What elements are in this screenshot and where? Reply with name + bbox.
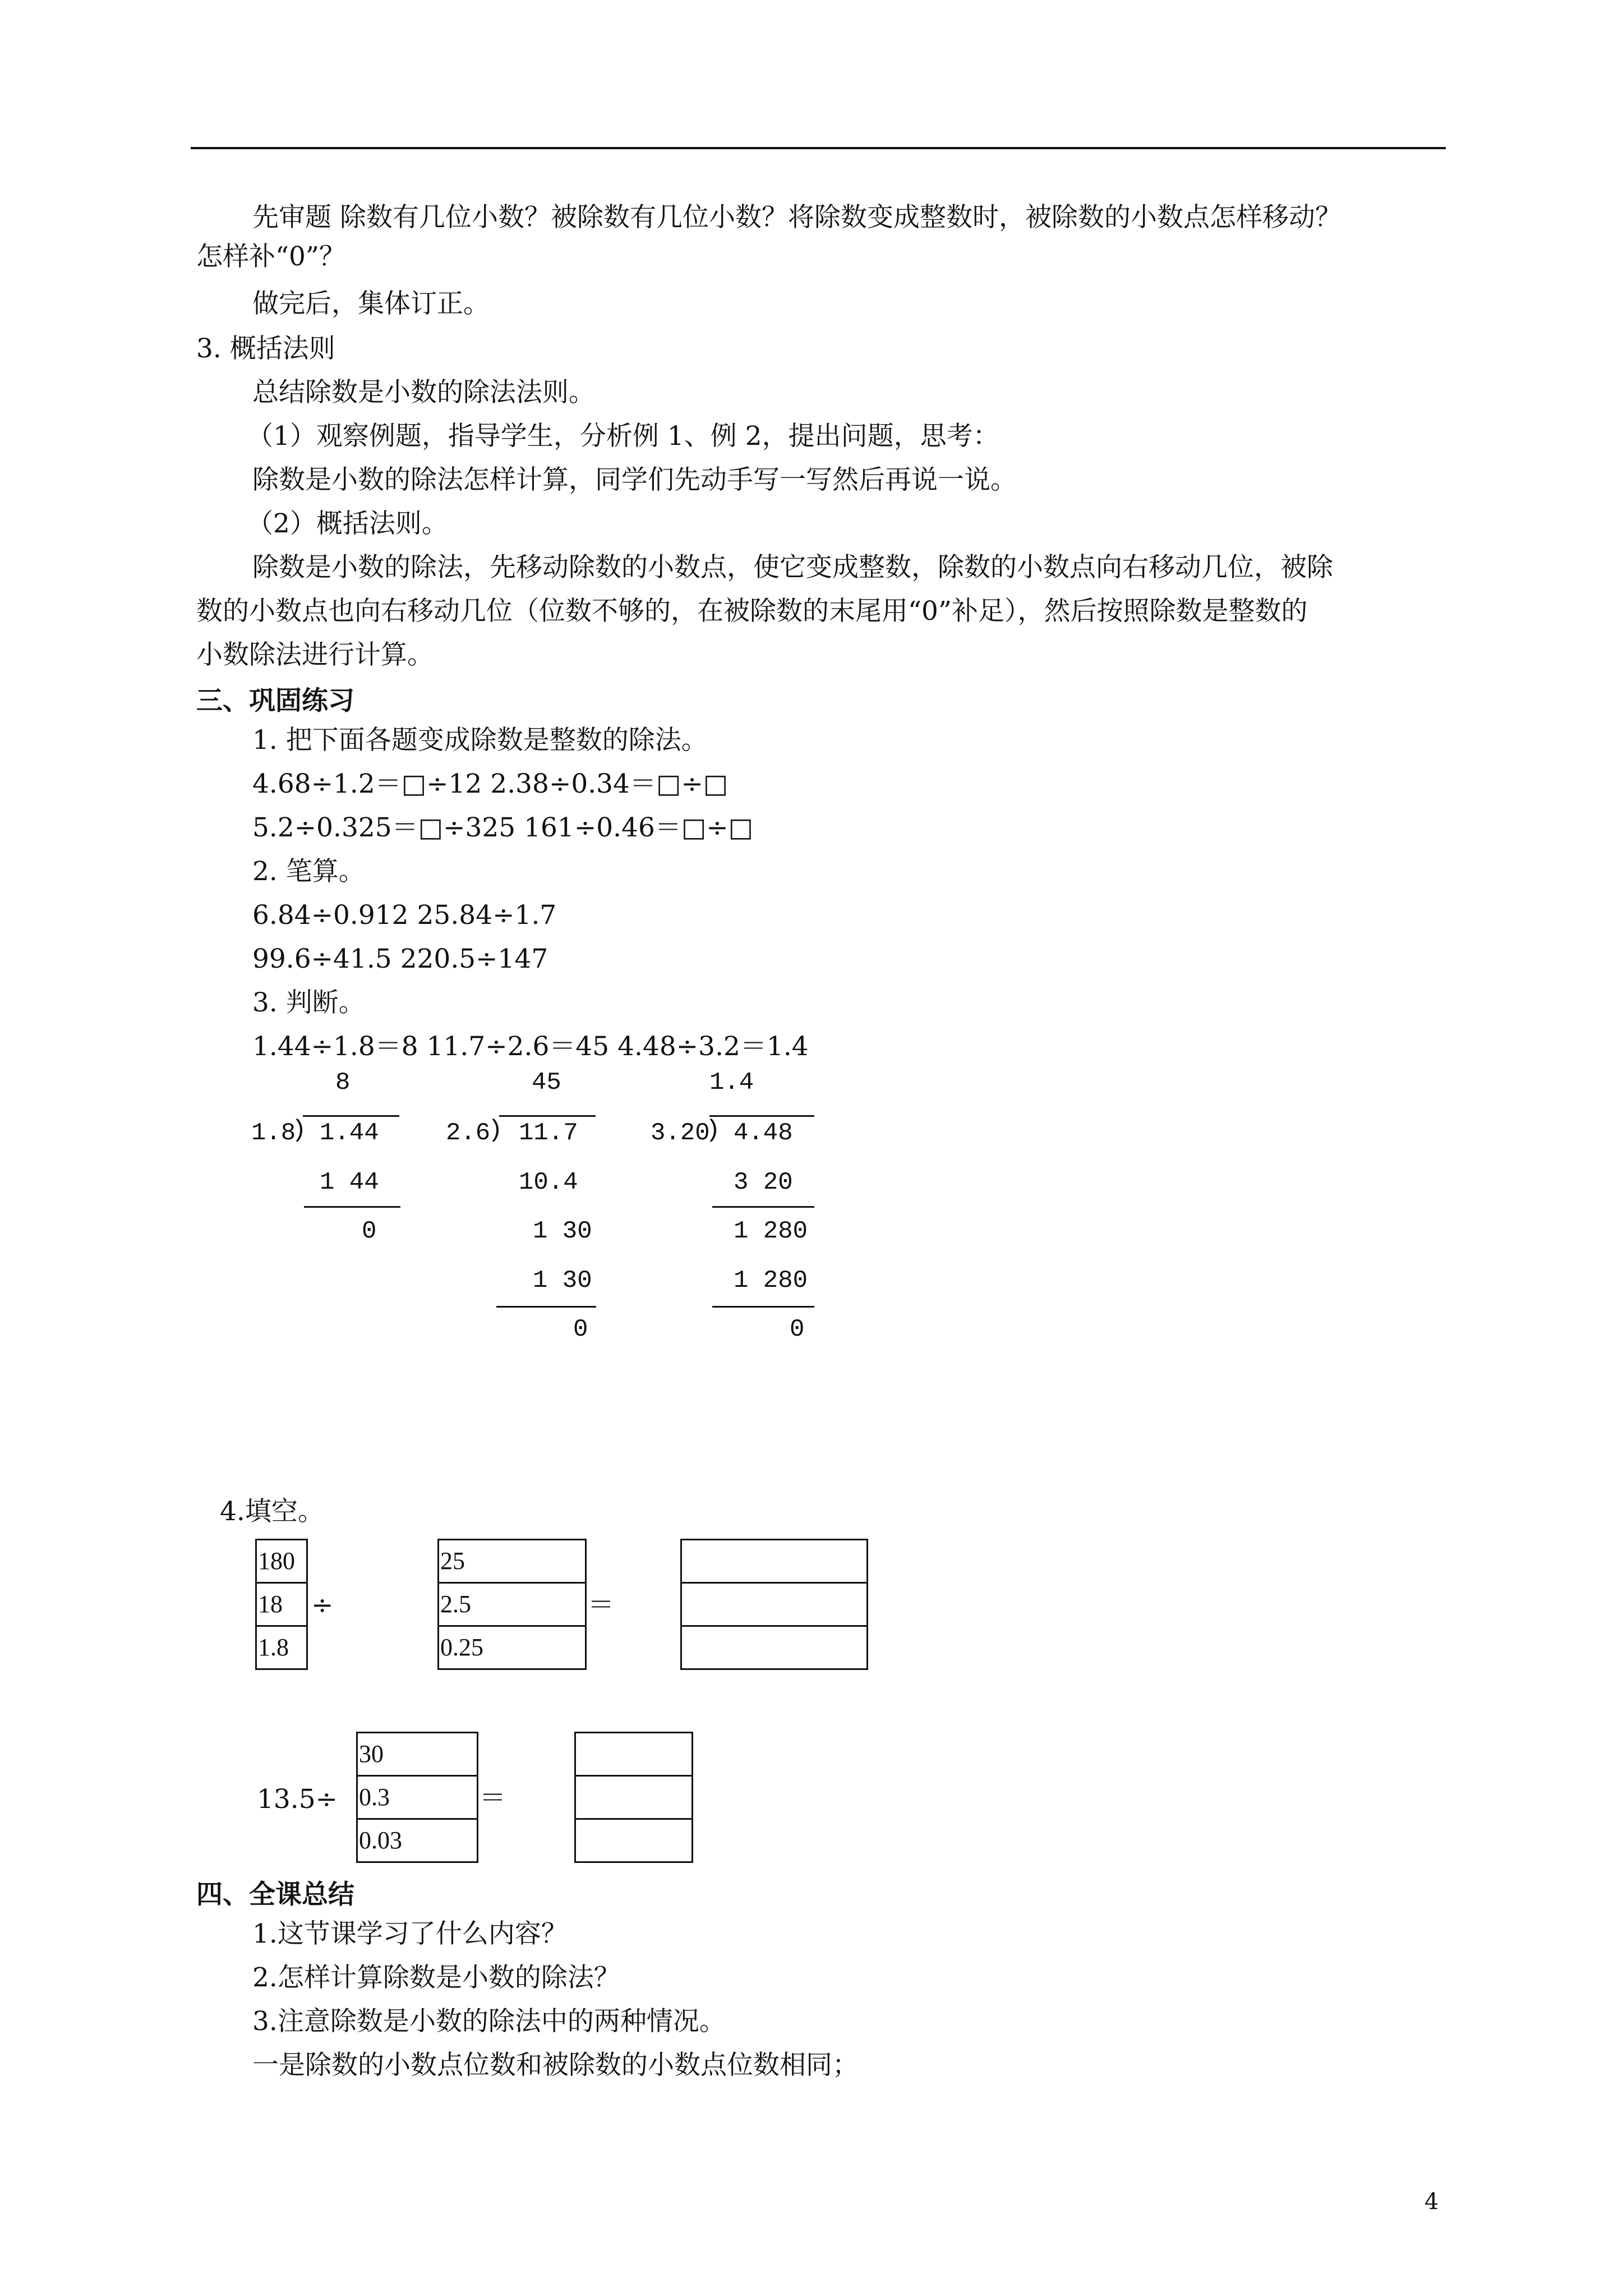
paragraph-rule-line2: 数的小数点也向右移动几位（位数不够的，在被除数的末尾用“0”补足），然后按照除数是整数的 xyxy=(196,596,1308,627)
paragraph-generalize: （2）概括法则。 xyxy=(247,508,448,539)
division-bracket: ) xyxy=(706,1116,721,1144)
question-3: 3. 判断。 xyxy=(252,987,365,1018)
divide-sign: ÷ xyxy=(311,1590,334,1621)
step: 0 xyxy=(790,1315,805,1343)
vinculum xyxy=(499,1115,596,1117)
dividend: 1.44 xyxy=(320,1119,379,1147)
divisor-cell: 2.5 xyxy=(437,1582,587,1627)
paragraph-rule-line3: 小数除法进行计算。 xyxy=(196,639,434,670)
question-1-line-2: 5.2÷0.325＝□÷325 161÷0.46＝□÷□ xyxy=(252,812,754,843)
header-rule xyxy=(191,147,1446,149)
divisor-cell: 0.25 xyxy=(437,1625,587,1670)
subtraction-line xyxy=(712,1206,814,1208)
division-bracket: ) xyxy=(488,1116,503,1144)
equals-sign: ＝ xyxy=(479,1783,506,1814)
step: 1 30 xyxy=(533,1267,592,1295)
section-heading-summary: 四、全课总结 xyxy=(196,1879,354,1910)
divisor: 1.8 xyxy=(251,1119,296,1147)
divisor: 2.6 xyxy=(446,1119,491,1147)
dividend-cell: 18 xyxy=(255,1582,308,1627)
question-3-line: 1.44÷1.8＝8 11.7÷2.6＝45 4.48÷3.2＝1.4 xyxy=(252,1031,809,1062)
step: 1 280 xyxy=(734,1217,808,1245)
subtraction-line xyxy=(712,1306,814,1308)
quotient: 45 xyxy=(532,1069,561,1097)
paragraph-compute: 除数是小数的除法怎样计算，同学们先动手写一写然后再说一说。 xyxy=(252,464,1017,495)
division-bracket: ) xyxy=(292,1116,307,1144)
answer-blank[interactable] xyxy=(680,1582,868,1627)
step: 10.4 xyxy=(519,1168,578,1197)
summary-item-1: 1.这节课学习了什么内容？ xyxy=(252,1918,568,1949)
step: 3 20 xyxy=(734,1168,793,1197)
divisor-cell: 30 xyxy=(356,1732,478,1777)
summary-item-4: 一是除数的小数点位数和被除数的小数点位数相同； xyxy=(252,2050,859,2081)
quotient: 8 xyxy=(335,1069,351,1097)
paragraph-correction: 做完后，集体订正。 xyxy=(252,288,490,319)
paragraph-review: 先审题 除数有几位小数？被除数有几位小数？将除数变成整数时，被除数的小数点怎样移动？ xyxy=(252,202,1341,233)
answer-blank[interactable] xyxy=(680,1539,868,1584)
divisor-cell: 0.03 xyxy=(356,1818,478,1863)
fill-title: 4.填空。 xyxy=(220,1496,324,1527)
dividend-cell: 1.8 xyxy=(255,1625,308,1670)
dividend-cell: 180 xyxy=(255,1539,308,1584)
answer-blank[interactable] xyxy=(574,1775,693,1820)
paragraph-observe: （1）观察例题，指导学生，分析例 1、例 2，提出问题，思考： xyxy=(247,421,999,452)
answer-blank[interactable] xyxy=(680,1625,868,1670)
answer-blank[interactable] xyxy=(574,1732,693,1777)
paragraph-rule-line1: 除数是小数的除法，先移动除数的小数点，使它变成整数，除数的小数点向右移动几位，被除 xyxy=(252,552,1333,583)
question-1: 1. 把下面各题变成除数是整数的除法。 xyxy=(252,725,708,756)
answer-blank[interactable] xyxy=(574,1818,693,1863)
subtraction-line xyxy=(496,1306,596,1308)
divisor-cell: 0.3 xyxy=(356,1775,478,1820)
step: 1 280 xyxy=(734,1267,808,1295)
step: 1 30 xyxy=(533,1217,592,1245)
subtraction-line xyxy=(304,1206,400,1208)
equals-sign: ＝ xyxy=(588,1590,614,1621)
summary-item-2: 2.怎样计算除数是小数的除法？ xyxy=(252,1962,620,1993)
paragraph-review-cont: 怎样补“0”？ xyxy=(196,241,345,272)
subheading-summarize-rule: 3. 概括法则 xyxy=(196,333,335,364)
step: 0 xyxy=(573,1315,588,1343)
paragraph-summary: 总结除数是小数的除法法则。 xyxy=(252,377,595,408)
quotient: 1.4 xyxy=(709,1069,754,1097)
question-2: 2. 笔算。 xyxy=(252,856,365,887)
step: 0 xyxy=(362,1217,377,1245)
summary-item-3: 3.注意除数是小数的除法中的两种情况。 xyxy=(252,2006,726,2037)
question-1-line-1: 4.68÷1.2＝□÷12 2.38÷0.34＝□÷□ xyxy=(252,769,728,799)
vinculum xyxy=(303,1115,399,1117)
question-2-line-2: 99.6÷41.5 220.5÷147 xyxy=(252,944,548,974)
question-2-line-1: 6.84÷0.912 25.84÷1.7 xyxy=(252,900,557,931)
page-number: 4 xyxy=(1424,2189,1439,2215)
step: 1 44 xyxy=(320,1168,379,1197)
divisor-cell: 25 xyxy=(437,1539,587,1584)
section-heading-practice: 三、巩固练习 xyxy=(196,685,354,716)
dividend-prefix: 13.5÷ xyxy=(257,1784,338,1815)
divisor: 3.20 xyxy=(651,1119,710,1147)
vinculum xyxy=(709,1115,814,1117)
dividend: 11.7 xyxy=(519,1119,578,1147)
dividend: 4.48 xyxy=(734,1119,793,1147)
